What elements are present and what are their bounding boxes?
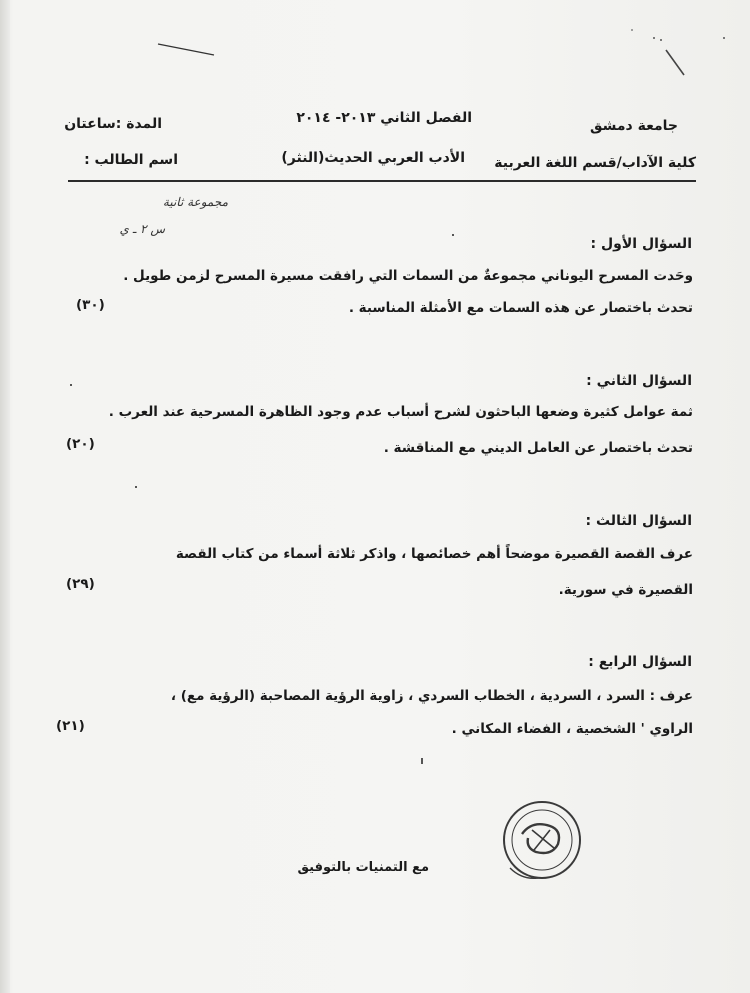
stray-stroke-left (158, 44, 214, 55)
page-shadow-edge (0, 0, 10, 993)
handwritten-note-code: س ٢ ـ ي (119, 222, 165, 236)
question-1-line-2: تحدث باختصار عن هذه السمات مع الأمثلة المناسبة . (348, 300, 693, 316)
faculty-name: كلية الآداب/قسم اللغة العربية (494, 155, 696, 171)
question-3-line-2: القصيرة في سورية. (558, 582, 693, 598)
question-4-mark: (٢١) (56, 718, 85, 734)
stray-mark (421, 758, 423, 764)
stray-stroke-right (666, 50, 684, 75)
question-3-title: السؤال الثالث : (585, 513, 692, 529)
question-1-mark: (٣٠) (76, 297, 105, 313)
header-divider (68, 180, 696, 182)
stray-dot (70, 384, 72, 386)
university-name: جامعة دمشق (590, 118, 678, 134)
stray-marks (0, 0, 750, 120)
stray-dot (653, 37, 655, 39)
stray-dot (723, 37, 725, 39)
question-2-line-2: تحدث باختصار عن العامل الديني مع المناقشة . (383, 440, 693, 456)
question-2-title: السؤال الثاني : (586, 373, 692, 389)
department-stamp (492, 790, 592, 890)
stray-dot (660, 39, 662, 41)
semester-label: الفصل الثاني ٢٠١٣- ٢٠١٤ (296, 110, 472, 126)
stray-dot (631, 29, 633, 31)
question-4-title: السؤال الرابع : (588, 654, 692, 670)
question-3-line-1: عرف القصة القصيرة موضحاً أهم خصائصها ، واذكر ثلاثة أسماء من كتاب القصة (175, 546, 693, 562)
question-3-mark: (٢٩) (66, 576, 95, 592)
student-name-label: اسم الطالب : (84, 152, 178, 168)
question-2-line-1: ثمة عوامل كثيرة وضعها الباحثون لشرح أسباب عدم وجود الظاهرة المسرحية عند العرب . (108, 404, 693, 420)
course-title: الأدب العربي الحديث(النثر) (281, 150, 465, 166)
question-4-line-1: عرف : السرد ، السردية ، الخطاب السردي ، زاوية الرؤية المصاحبة (الرؤية مع) ، (170, 688, 693, 704)
stray-dot (135, 486, 137, 488)
question-2-mark: (٢٠) (66, 436, 95, 452)
stray-dot (452, 234, 454, 236)
question-4-line-2: الراوي ' الشخصية ، الفضاء المكاني . (451, 721, 693, 737)
closing-wishes: مع التمنيات بالتوفيق (297, 860, 429, 875)
exam-duration: المدة :ساعتان (64, 116, 162, 132)
question-1-title: السؤال الأول : (590, 236, 692, 252)
question-1-line-1: وحَدت المسرح اليوناني مجموعةٌ من السمات التي رافقت مسيرة المسرح لزمن طويل . (123, 268, 693, 284)
handwritten-note-group: مجموعة ثانية (162, 195, 228, 209)
